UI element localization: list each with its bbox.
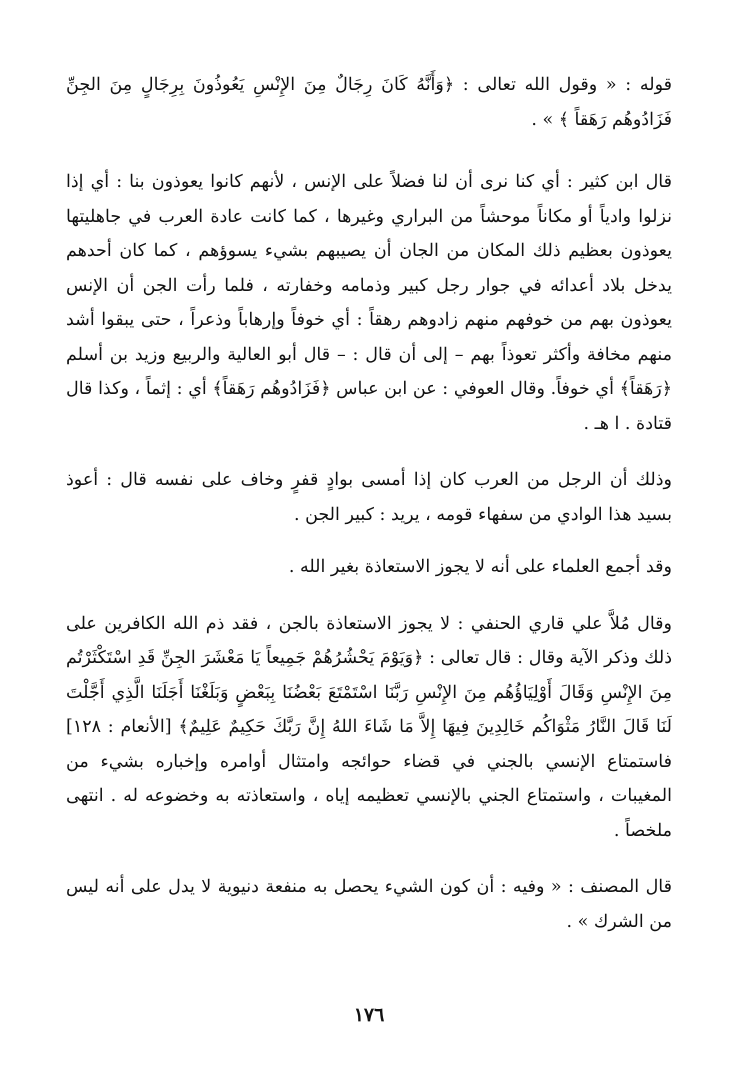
paragraph-author-note: قال المصنف : « وفيه : أن كون الشيء يحصل به منفعة دنيوية لا يدل على أنه ليس من الشرك » . xyxy=(66,877,672,932)
paragraph-scholars-consensus: وقد أجمع العلماء على أنه لا يجوز الاستعاذة بغير الله . xyxy=(288,557,672,577)
paragraph-quran-quote: قوله : « وقول الله تعالى : ﴿وَأَنَّهُ كَانَ رِجَالٌ مِنَ الإِنْسِ يَعُوذُونَ بِرِجَالٍ مِنَ الجِنِّ فَزَادُوهُم رَهَقاً ﴾ » . xyxy=(66,75,672,130)
paragraph-mulla-ali-qari: وقال مُلاَّ علي قاري الحنفي : لا يجوز الاستعاذة بالجن ، فقد ذم الله الكافرين على ذلك وذكر الآية وقال : قال تعالى : ﴿وَيَوْمَ يَحْشُرُهُمْ جَمِيعاً يَا مَعْشَرَ الجِنِّ قَدِ اسْتَكْثَرْتُم مِنَ الإِنْسِ وَقَالَ أَوْلِيَاؤُهُم مِنَ الإِنْسِ رَبَّنَا اسْتَمْتَعَ بَعْضُنَا بِبَعْضٍ وَبَلَغْنَا أَجَلَنَا الَّذِي أَجَّلْتَ لَنَا قَالَ النَّارُ مَثْوَاكُم خَالِدِينَ فِيهَا إِلاَّ مَا شَاءَ اللهُ إِنَّ رَبَّكَ حَكِيمٌ عَلِيمٌ﴾ [الأنعام : ١٢٨] فاستمتاع الإنسي بالجني في قضاء حوائجه وامتثال أوامره وإخباره بشيء من المغيبات ، واستمتاع الجني بالإنسي تعظيمه إياه ، واستعاذته به وخضوعه له . انتهى ملخصاً . xyxy=(66,613,672,841)
paragraph-arab-custom: وذلك أن الرجل من العرب كان إذا أمسى بوادٍ قفرٍ وخاف على نفسه قال : أعوذ بسيد هذا الوادي من سفهاء قومه ، يريد : كبير الجن . xyxy=(66,470,672,525)
page-body xyxy=(66,68,672,1028)
paragraph-ibn-kathir: قال ابن كثير : أي كنا نرى أن لنا فضلاً على الإنس ، لأنهم كانوا يعوذون بنا : أي إذا نزلوا وادياً أو مكاناً موحشاً من البراري وغيرها ، كما كانت عادة العرب في جاهليتها يعوذون بعظيم ذلك المكان من الجان أن يصيبهم بشيء يسوؤهم ، كما كان أحدهم يدخل بلاد أعدائه في جوار رجل كبير وذمامه وخفارته ، فلما رأت الجن أن الإنس يعوذون بهم من خوفهم منهم زادوهم رهقاً : أي خوفاً وإرهاباً وذعراً ، حتى يبقوا أشد منهم مخافة وأكثر تعوذاً بهم – إلى أن قال : – قال أبو العالية والربيع وزيد بن أسلم ﴿رَهَقاً﴾ أي خوفاً. وقال العوفي : عن ابن عباس ﴿فَزَادُوهُم رَهَقاً﴾ أي : إثماً ، وكذا قال قتادة . ا هـ . xyxy=(66,172,672,434)
page-number: ١٧٦ xyxy=(353,1004,385,1026)
